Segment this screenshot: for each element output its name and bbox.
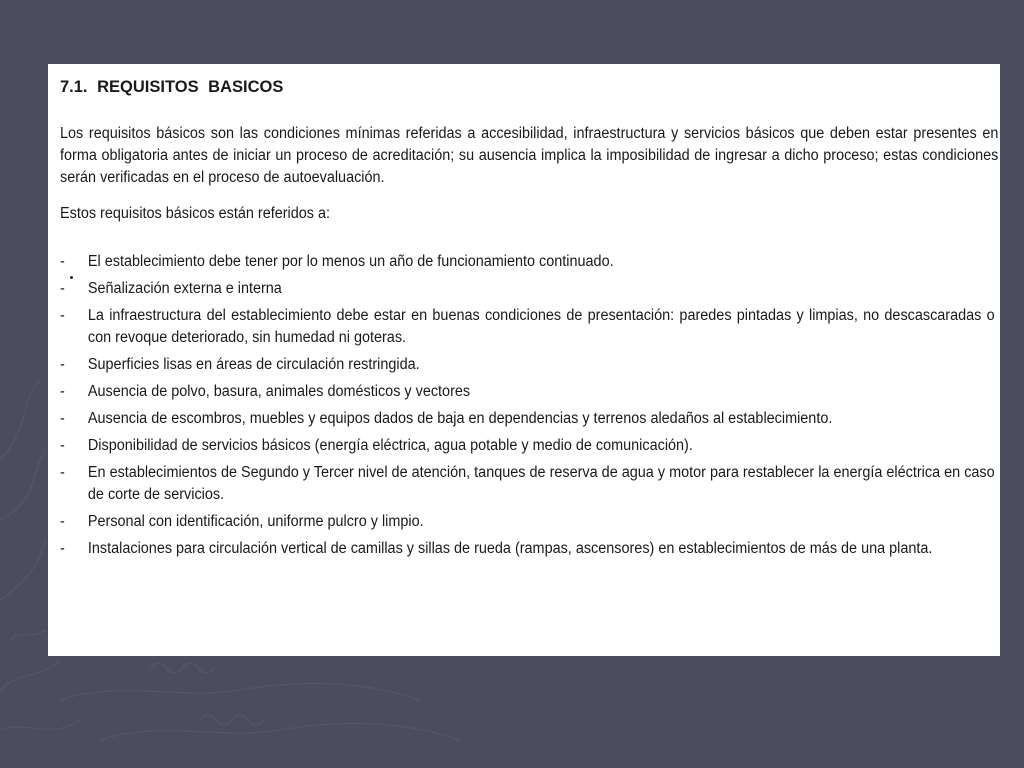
- list-item: [60, 435, 998, 457]
- list-item-text: Superficies lisas en áreas de circulación restringida.: [87, 356, 420, 373]
- dash-marker: -: [60, 280, 65, 297]
- list-item: [60, 381, 998, 403]
- list-item: [60, 462, 998, 506]
- dash-marker: -: [60, 383, 65, 400]
- dash-marker: -: [60, 410, 65, 427]
- dash-marker: -: [60, 540, 65, 557]
- list-item: [60, 408, 998, 430]
- list-item: [60, 278, 998, 300]
- list-item-text: Ausencia de polvo, basura, animales domésticos y vectores: [87, 383, 471, 400]
- lead-sentence: Estos requisitos básicos están referidos a:: [60, 205, 331, 222]
- list-item: [60, 354, 998, 376]
- list-item-text: Instalaciones para circulación vertical de camillas y sillas de rueda (rampas, ascensores) en establecimientos de más de una planta.: [87, 540, 933, 557]
- list-item-text: Señalización externa e interna: [87, 280, 282, 297]
- list-item-text: Personal con identificación, uniforme pulcro y limpio.: [87, 513, 424, 530]
- dash-marker: -: [60, 356, 65, 373]
- list-item-text: Ausencia de escombros, muebles y equipos dados de baja en dependencias y terrenos aledaños al establecimiento.: [87, 410, 833, 427]
- document-page: [48, 64, 1000, 656]
- list-item: [60, 511, 998, 533]
- list-item: [60, 538, 998, 560]
- dash-marker: -: [60, 437, 65, 454]
- dash-marker: -: [60, 307, 65, 324]
- intro-paragraph: Los requisitos básicos son las condiciones mínimas referidas a accesibilidad, infraestructura y servicios básicos que deben estar presentes en forma obligatoria antes de iniciar un proceso de acreditación; su ausencia implica la imposibilidad de ingresar a dicho proceso; estas condiciones serán verificadas en el proceso de autoevaluación.: [60, 125, 999, 186]
- dash-marker: -: [60, 464, 65, 481]
- list-item-text: Disponibilidad de servicios básicos (energía eléctrica, agua potable y medio de comunicación).: [87, 437, 693, 454]
- dash-marker: -: [60, 513, 65, 530]
- list-item-text: El establecimiento debe tener por lo menos un año de funcionamiento continuado.: [87, 253, 614, 270]
- list-item: [60, 251, 998, 273]
- list-item: [60, 305, 998, 349]
- list-item-text: La infraestructura del establecimiento debe estar en buenas condiciones de presentación: paredes pintadas y limpias, no descascaradas o con revoque deteriorado, sin humedad ni goteras.: [87, 307, 995, 346]
- dash-marker: -: [60, 253, 65, 270]
- requirements-list: [60, 251, 998, 560]
- list-item-text: En establecimientos de Segundo y Tercer nivel de atención, tanques de reserva de agua y motor para restablecer la energía eléctrica en caso de corte de servicios.: [87, 464, 995, 503]
- section-title: 7.1. REQUISITOS BASICOS: [60, 78, 284, 96]
